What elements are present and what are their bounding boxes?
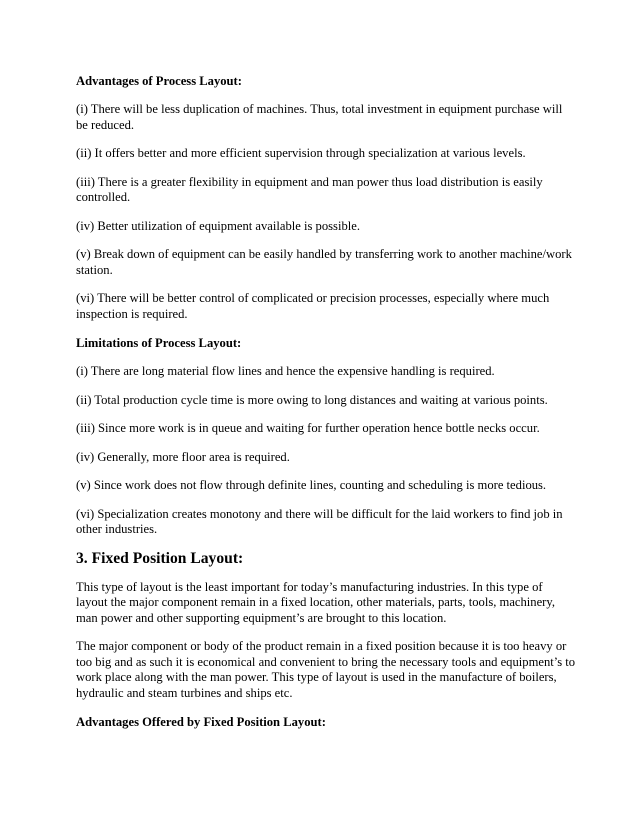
limitation-item-6: (vi) Specialization creates monotony and there will be difficult for the laid workers to find job in other industries.: [76, 506, 563, 536]
fixed-position-paragraph-2: The major component or body of the product remain in a fixed position because it is too heavy or too big and as such it is economical and convenient to bring the necessary tools and equipment’s to work place along with the man power. This type of layout is used in the manufacture of boilers, hydraulic and steam turbines and ships etc.: [76, 639, 576, 700]
advantage-item-6: (vi) There will be better control of complicated or precision processes, especially where much inspection is required.: [76, 291, 550, 321]
advantage-item-5: (v) Break down of equipment can be easily handled by transferring work to another machine/work station.: [76, 247, 572, 277]
limitation-item-5: (v) Since work does not flow through definite lines, counting and scheduling is more tedious.: [76, 478, 547, 492]
limitation-item-4: (iv) Generally, more floor area is required.: [76, 449, 290, 464]
limitation-item-1: (i) There are long material flow lines and hence the expensive handling is required.: [76, 364, 495, 378]
advantage-item-4: (iv) Better utilization of equipment available is possible.: [76, 218, 360, 233]
limitation-item-2: (ii) Total production cycle time is more owing to long distances and waiting at various points.: [76, 392, 548, 407]
fixed-position-advantages-heading: Advantages Offered by Fixed Position Layout:: [76, 715, 326, 729]
fixed-position-paragraph-1: This type of layout is the least important for today’s manufacturing industries. In this type of layout the major component remain in a fixed location, other materials, parts, tools, machinery, man power and other supporting equipment’s are brought to this location.: [76, 579, 555, 625]
advantage-item-3: (iii) There is a greater flexibility in equipment and man power thus load distribution is easily controlled.: [76, 174, 543, 204]
limitations-process-heading: Limitations of Process Layout:: [76, 336, 242, 350]
advantage-item-1: (i) There will be less duplication of machines. Thus, total investment in equipment purchase will be reduced.: [76, 102, 563, 132]
fixed-position-section-title: 3. Fixed Position Layout:: [76, 549, 244, 567]
limitation-item-3: (iii) Since more work is in queue and waiting for further operation hence bottle necks occur.: [76, 421, 540, 435]
advantages-process-heading: Advantages of Process Layout:: [76, 74, 242, 88]
document-page: [76, 73, 576, 743]
advantage-item-2: (ii) It offers better and more efficient supervision through specialization at various levels.: [76, 146, 526, 160]
